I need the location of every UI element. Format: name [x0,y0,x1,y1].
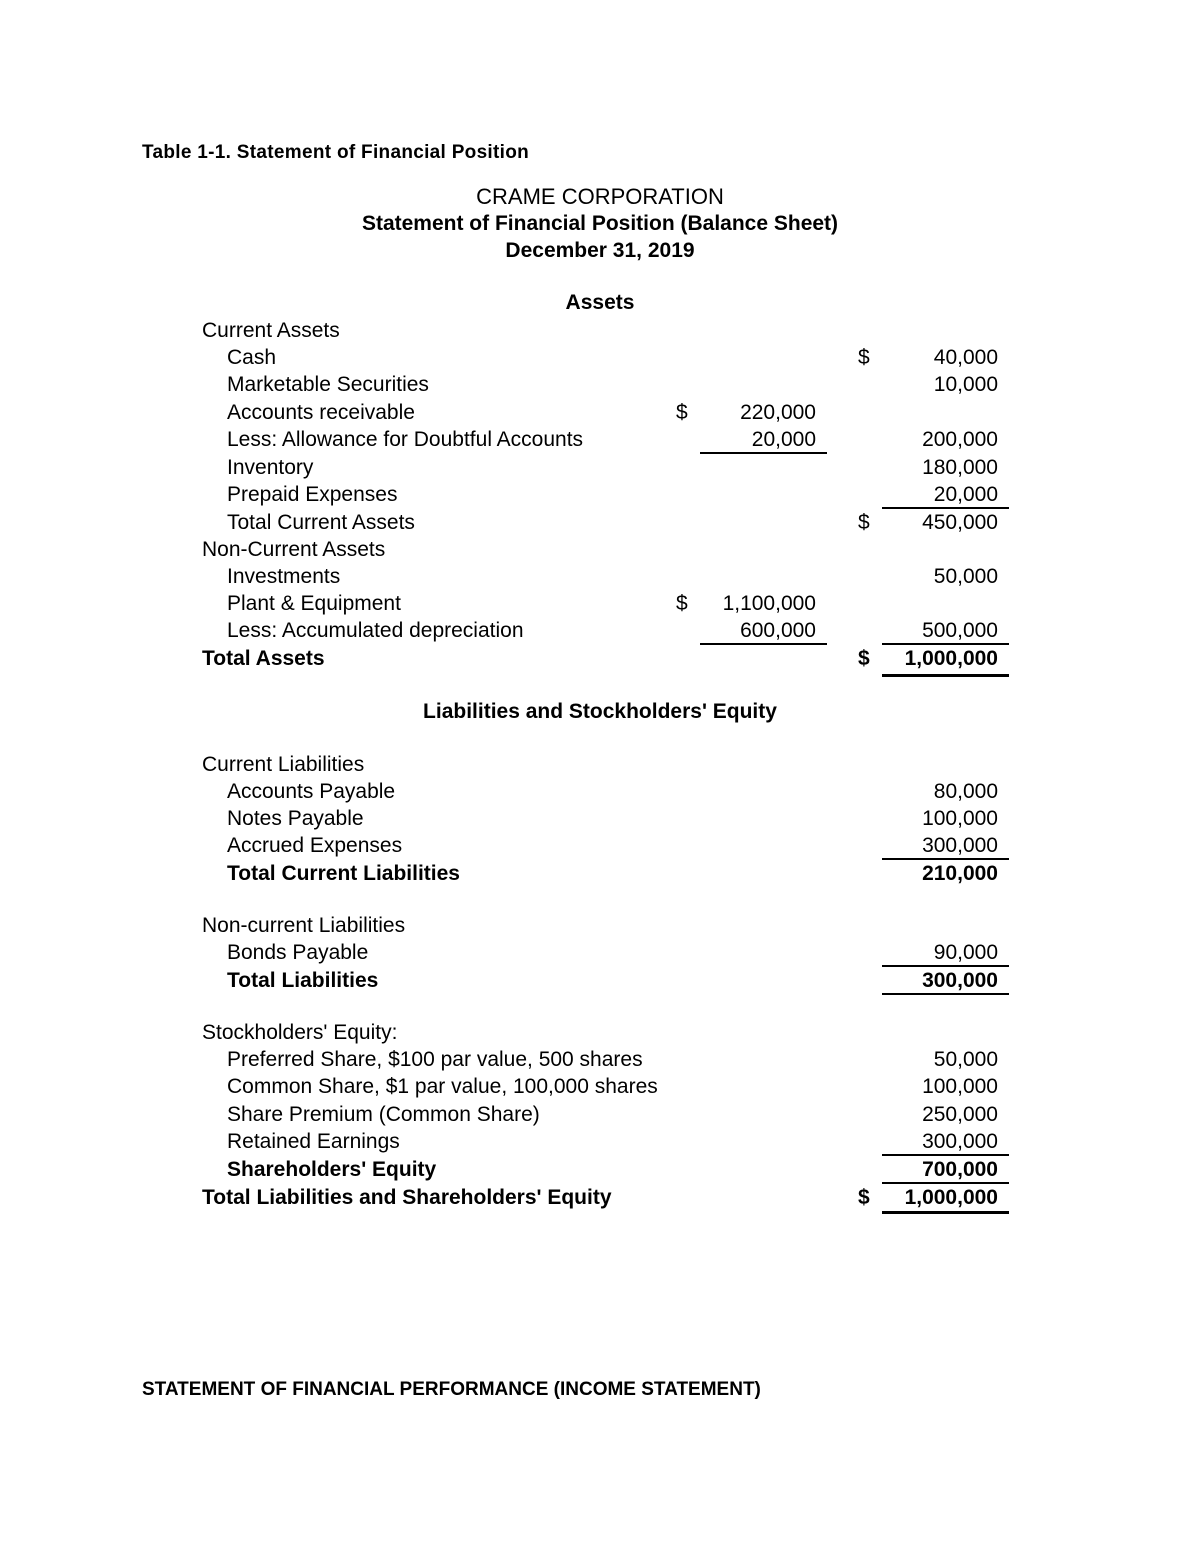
total-assets-row [0,645,1200,672]
receivable-row [0,399,1200,426]
receivable-value: 220,000 [740,401,816,424]
current-liabilities-label: Current Liabilities [202,753,365,776]
depreciation-label: Less: Accumulated depreciation [227,619,524,642]
noncurrent-liabilities-label: Non-current Liabilities [202,914,406,937]
double-underline [882,674,1009,677]
investments-label: Investments [227,565,341,588]
total-current-assets-value: 450,000 [922,511,998,534]
cash-label: Cash [227,346,277,369]
notes-payable-value: 100,000 [922,807,998,830]
total-liabilities-label: Total Liabilities [227,969,379,992]
table-caption: Table 1-1. Statement of Financial Position [142,142,530,163]
notes-payable-label: Notes Payable [227,807,364,830]
dollar-sign: $ [858,1186,870,1209]
marketable-row [0,371,1200,398]
dollar-sign: $ [858,346,870,369]
premium-row [0,1101,1200,1128]
bonds-value: 90,000 [933,941,998,964]
preferred-label: Preferred Share, $100 par value, 500 shares [227,1048,643,1071]
prepaid-label: Prepaid Expenses [227,483,398,506]
dollar-sign: $ [676,401,688,424]
plant-value: 1,100,000 [722,592,816,615]
allowance-col1: 20,000 [751,428,816,451]
receivable-label: Accounts receivable [227,401,415,424]
depreciation-value: 500,000 [922,619,998,642]
current-assets-row [0,317,1200,344]
shareholders-equity-label: Shareholders' Equity [227,1158,437,1181]
assets-heading: Assets [565,291,635,314]
current-assets-label: Current Assets [202,319,340,342]
notes-payable-row [0,805,1200,832]
double-underline [882,1211,1009,1214]
noncurrent-assets-label: Non-Current Assets [202,538,386,561]
statement-title: Statement of Financial Position (Balance Sheet) [361,212,839,235]
prepaid-value: 20,000 [933,483,998,506]
premium-label: Share Premium (Common Share) [227,1103,540,1126]
current-liabilities-row [0,751,1200,778]
plant-row [0,590,1200,617]
total-current-liabilities-row [0,860,1200,887]
accounts-payable-value: 80,000 [933,780,998,803]
noncurrent-liabilities-row [0,912,1200,939]
common-label: Common Share, $1 par value, 100,000 shares [227,1075,658,1098]
shareholders-equity-value: 700,000 [922,1158,998,1181]
cash-row [0,344,1200,371]
investments-value: 50,000 [933,565,998,588]
company-name: CRAME CORPORATION [476,184,724,209]
preferred-row [0,1046,1200,1073]
shareholders-equity-row [0,1156,1200,1183]
total-liabilities-equity-label: Total Liabilities and Shareholders' Equity [202,1186,612,1209]
total-assets-label: Total Assets [202,647,325,670]
total-liabilities-row [0,967,1200,994]
cash-value: 40,000 [933,346,998,369]
allowance-row [0,426,1200,453]
dollar-sign: $ [858,511,870,534]
allowance-value: 200,000 [922,428,998,451]
total-current-liabilities-value: 210,000 [922,862,998,885]
plant-label: Plant & Equipment [227,592,401,615]
inventory-label: Inventory [227,456,314,479]
allowance-label: Less: Allowance for Doubtful Accounts [227,428,584,451]
total-current-assets-row [0,509,1200,536]
inventory-value: 180,000 [922,456,998,479]
accrued-label: Accrued Expenses [227,834,403,857]
equity-row [0,1019,1200,1046]
retained-value: 300,000 [922,1130,998,1153]
premium-value: 250,000 [922,1103,998,1126]
total-liabilities-equity-row [0,1184,1200,1211]
accrued-value: 300,000 [922,834,998,857]
accounts-payable-label: Accounts Payable [227,780,396,803]
retained-label: Retained Earnings [227,1130,400,1153]
investments-row [0,563,1200,590]
bonds-row [0,939,1200,966]
noncurrent-assets-row [0,536,1200,563]
total-assets-value: 1,000,000 [904,647,998,670]
total-liabilities-equity-value: 1,000,000 [904,1186,998,1209]
total-liabilities-value: 300,000 [922,969,998,992]
common-row [0,1073,1200,1100]
preferred-value: 50,000 [933,1048,998,1071]
common-value: 100,000 [922,1075,998,1098]
marketable-value: 10,000 [933,373,998,396]
total-current-assets-label: Total Current Assets [227,511,415,534]
prepaid-row [0,481,1200,508]
income-statement-heading: STATEMENT OF FINANCIAL PERFORMANCE (INCOME STATEMENT) [142,1379,761,1400]
total-current-liabilities-label: Total Current Liabilities [227,862,460,885]
liabilities-heading: Liabilities and Stockholders' Equity [423,700,777,723]
statement-date: December 31, 2019 [505,239,695,262]
accrued-row [0,832,1200,859]
accounts-payable-row [0,778,1200,805]
retained-row [0,1128,1200,1155]
dollar-sign: $ [676,592,688,615]
dollar-sign: $ [858,647,870,670]
marketable-label: Marketable Securities [227,373,429,396]
bonds-label: Bonds Payable [227,941,369,964]
underline [882,993,1009,995]
depreciation-row [0,617,1200,644]
depreciation-col1: 600,000 [740,619,816,642]
equity-label: Stockholders' Equity: [202,1021,398,1044]
inventory-row [0,454,1200,481]
